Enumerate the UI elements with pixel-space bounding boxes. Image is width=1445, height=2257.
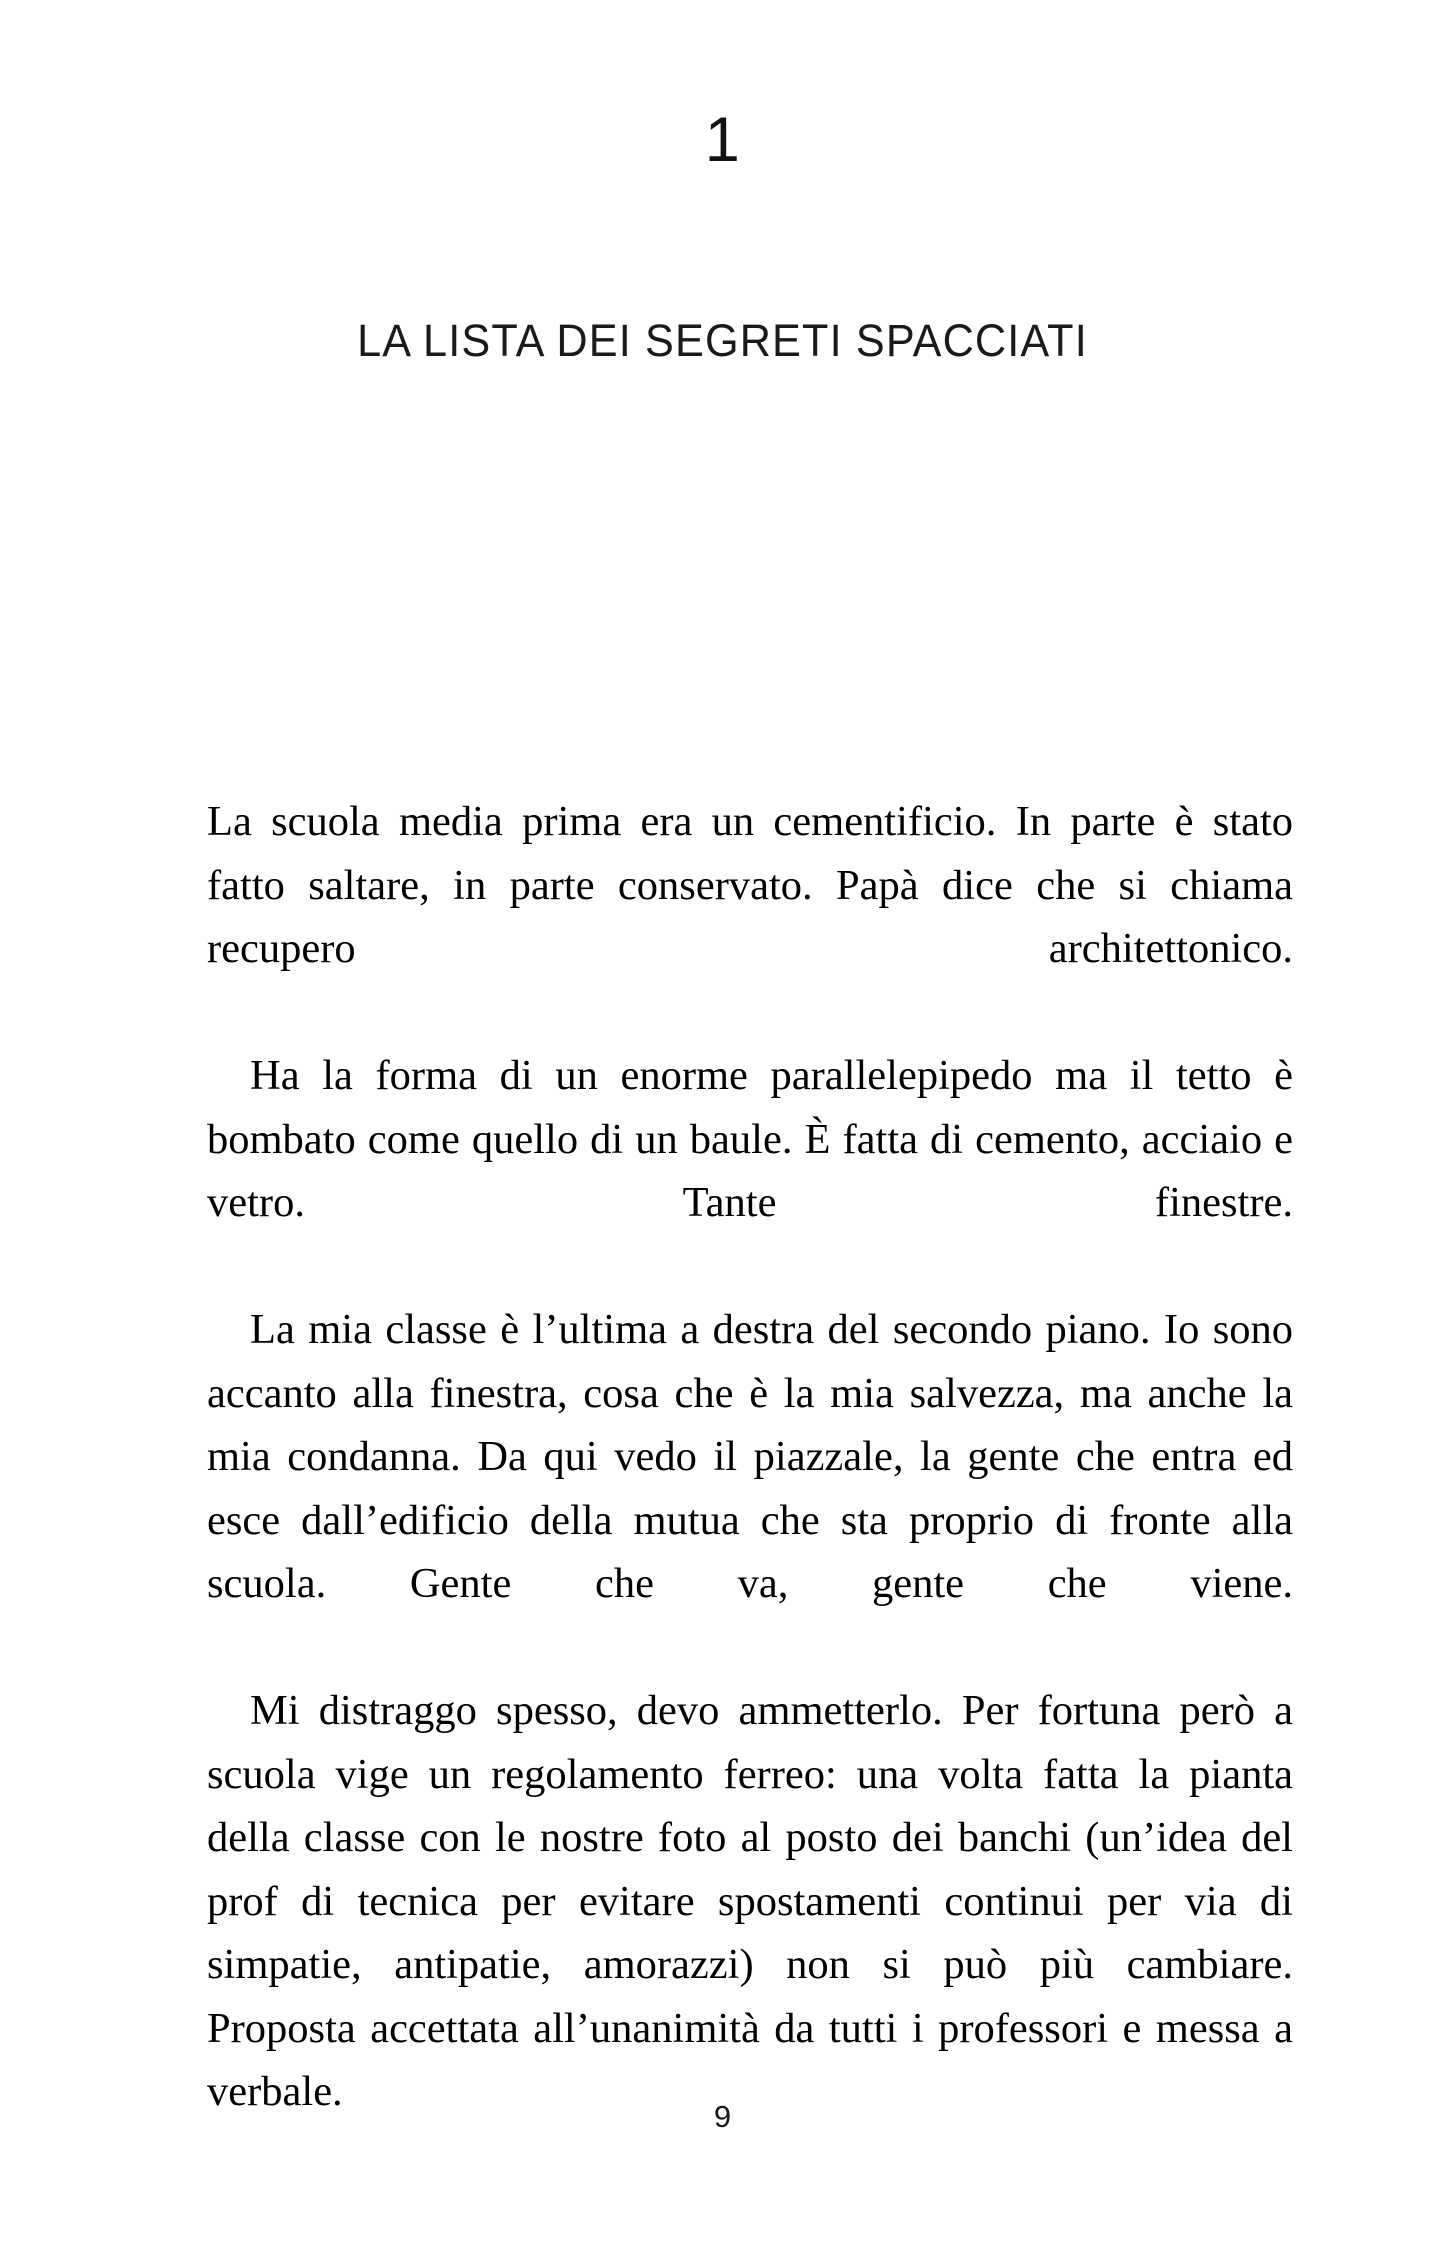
body-text	[207, 790, 1293, 2187]
paragraph: La scuola media prima era un cementificio. In parte è stato fatto saltare, in parte conservato. Papà dice che si chiama recupero architettonico.	[207, 798, 1293, 972]
paragraph: La mia classe è l’ultima a destra del secondo piano. Io sono accanto alla finestra, cosa che è la mia salvezza, ma anche la mia condanna. Da qui vedo il piazzale, la gente che entra ed esce dall’edificio della mutua che sta proprio di fronte alla scuola. Gente che va, gente che viene.	[207, 1306, 1293, 1607]
page-number: 9	[713, 2099, 732, 2134]
chapter-number: 1	[704, 105, 741, 175]
chapter-title: LA LISTA DEI SEGRETI SPACCIATI	[357, 315, 1088, 366]
paragraph: Ha la forma di un enorme parallelepipedo ma il tetto è bombato come quello di un baule. È fatta di cemento, acciaio e vetro. Tante finestre.	[207, 1052, 1293, 1226]
paragraph: Mi distraggo spesso, devo ammetterlo. Per fortuna però a scuola vige un regolamento ferreo: una volta fatta la pianta della classe con le nostre foto al posto dei banchi (un’idea del prof di tecnica per evitare spostamenti continui per via di simpatie, antipatie, amorazzi) non si può più cambiare. Proposta accettata all’unanimità da tutti i professori e messa a verbale.	[207, 1687, 1293, 2115]
